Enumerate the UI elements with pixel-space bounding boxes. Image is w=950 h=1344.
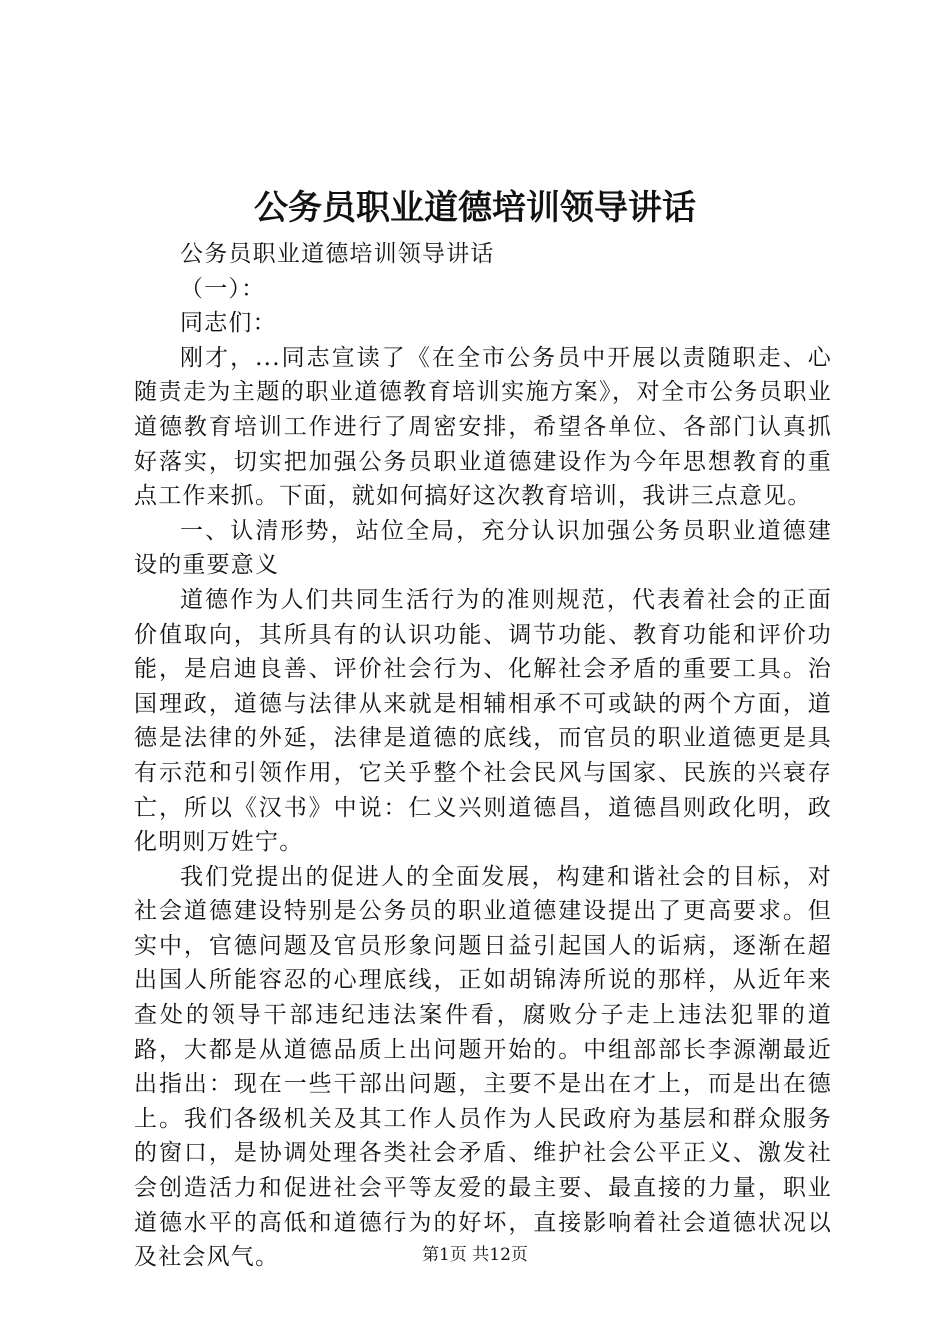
paragraph-section-marker: （一）： — [180, 275, 266, 302]
document-body — [134, 237, 832, 1275]
page-footer: 第1页 共12页 — [422, 1245, 528, 1265]
paragraph-intro: 刚才，...同志宣读了《在全市公务员中开展以责随职走、心随责走为主题的职业道德教育培训实施方案》，对全市公务员职业道德教育培训工作进行了周密安排，希望各单位、各部门认真抓好落实，切实把加强公务员职业道德建设作为今年思想教育的重点工作来抓。下面，就如何搞好这次教育培训，我讲三点意见。 — [134, 344, 832, 510]
paragraph-heading-one: 一、认清形势，站位全局，充分认识加强公务员职业道德建设的重要意义 — [134, 517, 832, 579]
paragraph-body: 道德作为人们共同生活行为的准则规范，代表着社会的正面价值取向，其所具有的认识功能、调节功能、教育功能和评价功能，是启迪良善、评价社会行为、化解社会矛盾的重要工具。治国理政，道德与法律从来就是相辅相承不可或缺的两个方面，道德是法律的外延，法律是道德的底线，而官员的职业道德更是具有示范和引领作用，它关乎整个社会民风与国家、民族的兴衰存亡，所以《汉书》中说：仁义兴则道德昌，道德昌则政化明，政化明则万姓宁。 — [134, 586, 832, 856]
document-title: 公务员职业道德培训领导讲话 — [254, 188, 696, 228]
paragraph-salutation: 同志们： — [180, 310, 277, 337]
paragraph-subtitle: 公务员职业道德培训领导讲话 — [180, 241, 495, 267]
paragraph-body: 我们党提出的促进人的全面发展，构建和谐社会的目标，对社会道德建设特别是公务员的职业道德建设提出了更高要求。但实中，官德问题及官员形象问题日益引起国人的诟病，逐渐在超出国人所能容忍的心理底线，正如胡锦涛所说的那样，从近年来查处的领导干部违纪违法案件看，腐败分子走上违法犯罪的道路，大都是从道德品质上出问题开始的。中组部部长李源潮最近出指出：现在一些干部出问题，主要不是出在才上，而是出在德上。我们各级机关及其工作人员作为人民政府为基层和群众服务的窗口，是协调处理各类社会矛盾、维护社会公平正义、激发社会创造活力和促进社会平等友爱的最主要、最直接的力量，职业道德水平的高低和道德行为的好坏，直接影响着社会道德状况以及社会风气。 — [134, 863, 832, 1271]
